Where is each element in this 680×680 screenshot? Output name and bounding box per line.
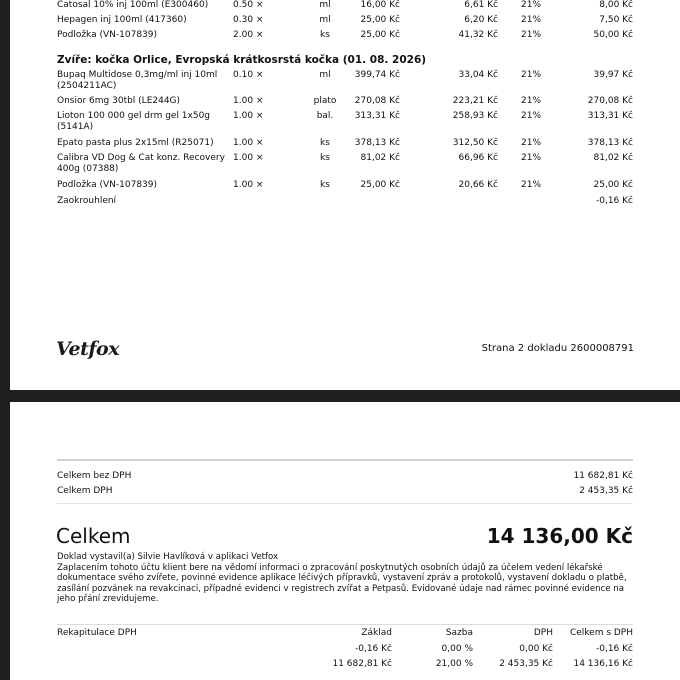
item-base: 41,32 Kč: [458, 30, 498, 40]
item-total: 81,02 Kč: [593, 153, 633, 163]
item-vat-rate: 21%: [521, 180, 542, 190]
page-label: Strana 2 dokladu 2600008791: [481, 343, 634, 354]
item-unit: ml: [319, 0, 331, 10]
item-base: 20,66 Kč: [458, 180, 498, 190]
item-quantity: 1.00 ×: [233, 153, 264, 163]
item-unit-price: 25,00 Kč: [360, 180, 400, 190]
item-vat-rate: 21%: [521, 153, 542, 163]
vat-total-label: Celkem DPH: [57, 486, 113, 496]
item-quantity: 2.00 ×: [233, 30, 264, 40]
item-unit-price: 25,00 Kč: [360, 30, 400, 40]
subtotal-label: Celkem bez DPH: [57, 471, 132, 481]
item-total: 7,50 Kč: [599, 15, 633, 25]
item-name: Lioton 100 000 gel drm gel 1x50g (5141A): [57, 111, 211, 132]
item-name: Bupaq Multidose 0,3mg/ml inj 10ml (2504211AC): [57, 70, 218, 91]
vat-recap-title: Rekapitulace DPH: [57, 628, 137, 638]
item-unit-price: 270,08 Kč: [354, 96, 400, 106]
item-total: 25,00 Kč: [593, 180, 633, 190]
item-quantity: 1.00 ×: [233, 111, 264, 121]
item-total: 8,00 Kč: [599, 0, 633, 10]
recap-cell: 11 682,81 Kč: [332, 659, 392, 669]
item-base: 312,50 Kč: [452, 138, 498, 148]
item-unit: ks: [320, 138, 330, 148]
subtotal-value: 11 682,81 Kč: [573, 471, 633, 481]
item-vat-rate: 21%: [521, 15, 542, 25]
item-base: 33,04 Kč: [458, 70, 498, 80]
invoice-page-3: [10, 402, 680, 680]
item-name: Podložka (VN-107839): [57, 180, 158, 190]
item-vat-rate: 21%: [521, 138, 542, 148]
recap-cell: 2 453,35 Kč: [499, 659, 553, 669]
item-unit-price: 16,00 Kč: [360, 0, 400, 10]
recap-cell: -0,16 Kč: [355, 644, 392, 654]
item-unit: ks: [320, 180, 330, 190]
privacy-notice: Zaplacením tohoto účtu klient bere na vědomí informaci o zpracování poskytnutých osobních údajů za účelem vedení lékařské dokumentace svého zvířete, povinné evidence aplikace léčivých přípravků, vystavení zpráv a protokolů, vystavení dokladu o platbě, zasílání pozvánek na revakcinaci, případné evidenci v registrech zvířat a Petpasů. Evidované údaje nad rámec povinné evidence na jeho přání zrevidujeme.: [57, 563, 627, 605]
rounding-label: Zaokrouhlení: [57, 196, 117, 206]
item-vat-rate: 21%: [521, 0, 542, 10]
item-unit-price: 399,74 Kč: [354, 70, 400, 80]
item-unit: ml: [319, 70, 331, 80]
item-quantity: 0.50 ×: [233, 0, 264, 10]
item-base: 6,61 Kč: [464, 0, 498, 10]
item-base: 223,21 Kč: [452, 96, 498, 106]
divider: [57, 459, 633, 461]
item-unit-price: 378,13 Kč: [354, 138, 400, 148]
item-total: 50,00 Kč: [593, 30, 633, 40]
item-unit-price: 313,31 Kč: [354, 111, 400, 121]
rounding-value: -0,16 Kč: [596, 196, 633, 206]
item-unit: ks: [320, 153, 330, 163]
item-unit-price: 25,00 Kč: [360, 15, 400, 25]
item-total: 313,31 Kč: [587, 111, 633, 121]
item-base: 6,20 Kč: [464, 15, 498, 25]
vat-total-value: 2 453,35 Kč: [579, 486, 633, 496]
item-quantity: 0.10 ×: [233, 70, 264, 80]
divider: [57, 503, 633, 504]
recap-cell: 14 136,16 Kč: [573, 659, 633, 669]
issued-by-text: Doklad vystavil(a) Silvie Havlíková v aplikaci Vetfox: [57, 552, 279, 562]
item-name: Calibra VD Dog & Cat konz. Recovery 400g (07388): [57, 153, 225, 174]
recap-header-rate: Sazba: [445, 628, 473, 638]
item-unit: bal.: [316, 111, 334, 121]
item-total: 378,13 Kč: [587, 138, 633, 148]
recap-cell: -0,16 Kč: [596, 644, 633, 654]
item-unit: ks: [320, 30, 330, 40]
item-quantity: 1.00 ×: [233, 96, 264, 106]
item-name: Hepagen inj 100ml (417360): [57, 15, 187, 25]
invoice-page-2: [10, 0, 680, 390]
item-base: 258,93 Kč: [452, 111, 498, 121]
item-vat-rate: 21%: [521, 111, 542, 121]
item-name: Catosal 10% inj 100ml (E300460): [57, 0, 209, 10]
item-base: 66,96 Kč: [458, 153, 498, 163]
recap-cell: 0,00 Kč: [519, 644, 553, 654]
item-name: Onsior 6mg 30tbl (LE244G): [57, 96, 181, 106]
item-unit-price: 81,02 Kč: [360, 153, 400, 163]
item-quantity: 1.00 ×: [233, 138, 264, 148]
recap-cell: 21,00 %: [435, 659, 473, 669]
vetfox-logo: Vetfox: [56, 338, 120, 360]
animal-section-title: Zvíře: kočka Orlice, Evropská krátkosrstá kočka (01. 08. 2026): [57, 54, 427, 66]
grand-total-label: Celkem: [56, 524, 131, 548]
item-quantity: 0.30 ×: [233, 15, 264, 25]
item-total: 39,97 Kč: [593, 70, 633, 80]
item-name: Podložka (VN-107839): [57, 30, 158, 40]
recap-cell: 0,00 %: [441, 644, 473, 654]
grand-total-value: 14 136,00 Kč: [486, 524, 633, 548]
item-unit: ml: [319, 15, 331, 25]
item-name: Epato pasta plus 2x15ml (R25071): [57, 138, 214, 148]
divider: [57, 624, 633, 625]
item-vat-rate: 21%: [521, 96, 542, 106]
item-total: 270,08 Kč: [587, 96, 633, 106]
recap-header-vat: DPH: [533, 628, 553, 638]
item-vat-rate: 21%: [521, 30, 542, 40]
recap-header-total: Celkem s DPH: [569, 628, 633, 638]
item-unit: plato: [313, 96, 337, 106]
recap-header-base: Základ: [361, 628, 392, 638]
item-vat-rate: 21%: [521, 70, 542, 80]
item-quantity: 1.00 ×: [233, 180, 264, 190]
